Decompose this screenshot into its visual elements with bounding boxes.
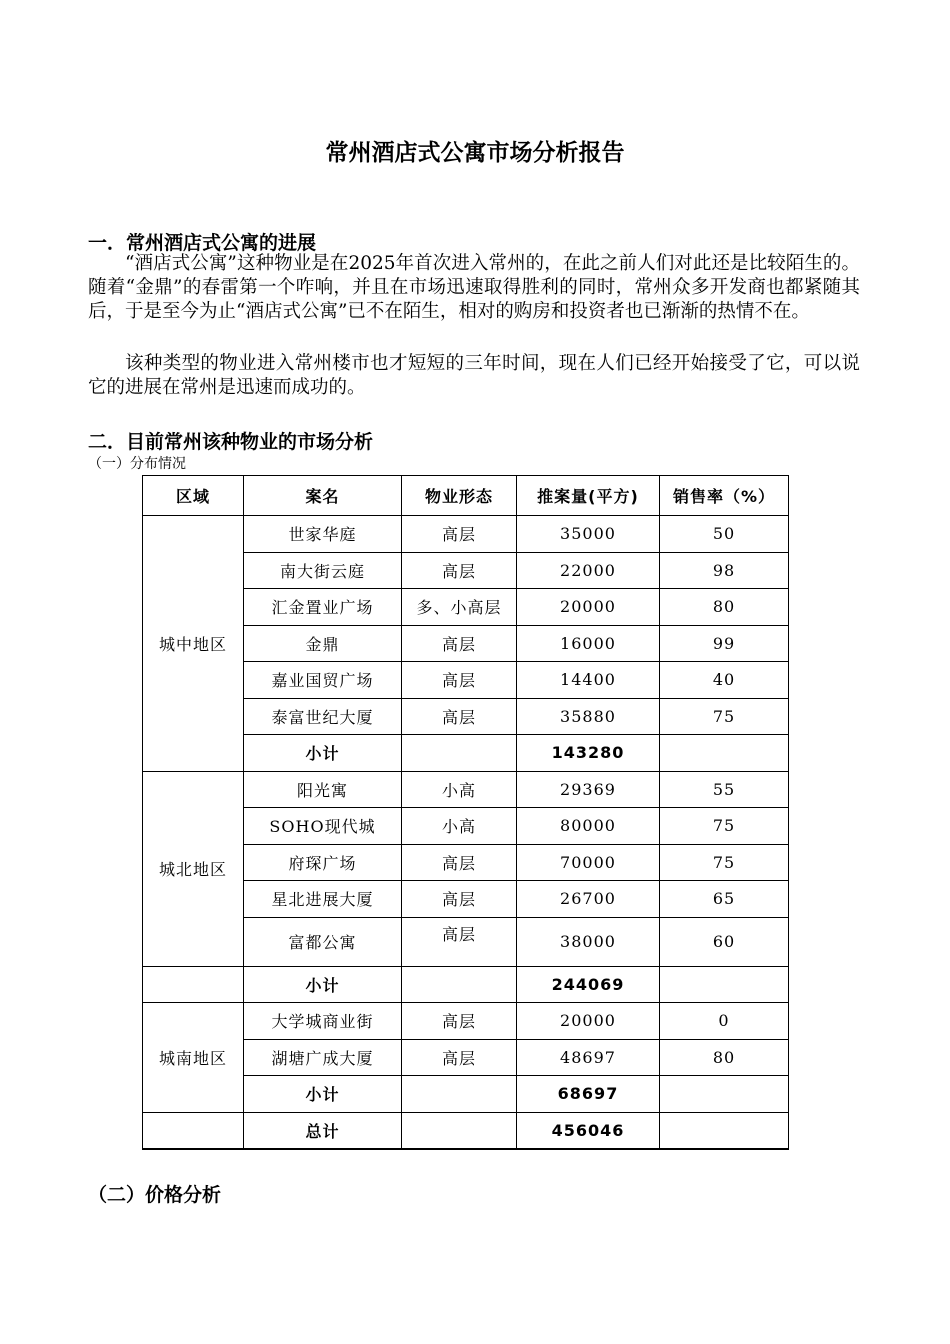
sales-rate: 80 [660, 1039, 789, 1076]
property-type: 高层 [402, 1039, 517, 1076]
property-type: 小高 [402, 808, 517, 845]
header-region: 区域 [143, 476, 244, 516]
property-type: 高层 [402, 1003, 517, 1040]
property-type: 高层 [402, 917, 517, 966]
project-name: 大学城商业街 [244, 1003, 402, 1040]
section-1-paragraph-2: 该种类型的物业进入常州楼市也才短短的三年时间，现在人们已经开始接受了它，可以说它的进展在常州是迅速而成功的。 [88, 353, 860, 398]
property-type: 高层 [402, 516, 517, 553]
volume: 48697 [517, 1039, 660, 1076]
project-name: 府琛广场 [244, 844, 402, 881]
project-name: 湖塘广成大厦 [244, 1039, 402, 1076]
section-2-heading: 二．目前常州该种物业的市场分析 [88, 431, 374, 453]
property-type: 小高 [402, 771, 517, 808]
property-type: 高层 [402, 662, 517, 699]
table-row [143, 516, 789, 553]
volume: 16000 [517, 625, 660, 662]
empty-cell [143, 1112, 244, 1149]
distribution-table [142, 475, 789, 1150]
volume: 20000 [517, 589, 660, 626]
property-type: 高层 [402, 698, 517, 735]
subtotal-value: 68697 [517, 1076, 660, 1113]
total-row [143, 1112, 789, 1149]
empty-cell [402, 1112, 517, 1149]
volume: 35880 [517, 698, 660, 735]
subtotal-row [143, 966, 789, 1003]
table-header-row [143, 476, 789, 516]
subtotal-label: 小计 [244, 1076, 402, 1113]
sales-rate: 80 [660, 589, 789, 626]
subtotal-value: 143280 [517, 735, 660, 772]
document-title: 常州酒店式公寓市场分析报告 [325, 140, 625, 166]
empty-cell [660, 735, 789, 772]
project-name: SOHO现代城 [244, 808, 402, 845]
header-volume: 推案量(平方) [517, 476, 660, 516]
project-name: 汇金置业广场 [244, 589, 402, 626]
project-name: 富都公寓 [244, 917, 402, 966]
volume: 20000 [517, 1003, 660, 1040]
property-type: 高层 [402, 552, 517, 589]
subsection-price-heading: （二）价格分析 [88, 1184, 222, 1206]
sales-rate: 75 [660, 808, 789, 845]
header-project: 案名 [244, 476, 402, 516]
empty-cell [660, 1076, 789, 1113]
sales-rate: 55 [660, 771, 789, 808]
project-name: 星北进展大厦 [244, 881, 402, 918]
sales-rate: 65 [660, 881, 789, 918]
sales-rate: 99 [660, 625, 789, 662]
sales-rate: 40 [660, 662, 789, 699]
sales-rate: 75 [660, 844, 789, 881]
project-name: 阳光寓 [244, 771, 402, 808]
property-type: 高层 [402, 844, 517, 881]
empty-cell [402, 1076, 517, 1113]
volume: 26700 [517, 881, 660, 918]
property-type: 多、小高层 [402, 589, 517, 626]
volume: 35000 [517, 516, 660, 553]
subtotal-label: 小计 [244, 966, 402, 1003]
table-row [143, 1003, 789, 1040]
volume: 22000 [517, 552, 660, 589]
project-name: 金鼎 [244, 625, 402, 662]
sales-rate: 98 [660, 552, 789, 589]
subtotal-label: 小计 [244, 735, 402, 772]
property-type: 高层 [402, 625, 517, 662]
volume: 38000 [517, 917, 660, 966]
empty-cell [660, 966, 789, 1003]
region-cell: 城中地区 [143, 516, 244, 772]
header-property-type: 物业形态 [402, 476, 517, 516]
empty-cell [402, 735, 517, 772]
total-value: 456046 [517, 1112, 660, 1149]
sales-rate: 75 [660, 698, 789, 735]
header-sales-rate: 销售率（%） [660, 476, 789, 516]
region-cell: 城北地区 [143, 771, 244, 966]
sales-rate: 60 [660, 917, 789, 966]
table-row [143, 771, 789, 808]
sales-rate: 50 [660, 516, 789, 553]
section-1-heading: 一．常州酒店式公寓的进展 [88, 232, 317, 254]
property-type: 高层 [402, 881, 517, 918]
sales-rate: 0 [660, 1003, 789, 1040]
empty-cell [143, 966, 244, 1003]
project-name: 南大街云庭 [244, 552, 402, 589]
empty-cell [402, 966, 517, 1003]
subsection-distribution-label: （一）分布情况 [88, 456, 186, 472]
volume: 29369 [517, 771, 660, 808]
project-name: 泰富世纪大厦 [244, 698, 402, 735]
subtotal-value: 244069 [517, 966, 660, 1003]
section-1-paragraph-1: “酒店式公寓”这种物业是在2025年首次进入常州的，在此之前人们对此还是比较陌生的。随着“金鼎”的春雷第一个咋响，并且在市场迅速取得胜利的同时，常州众多开发商也都紧随其后，于是至今为止“酒店式公寓”已不在陌生，相对的购房和投资者也已渐渐的热情不在。 [88, 253, 860, 322]
total-label: 总计 [244, 1112, 402, 1149]
volume: 80000 [517, 808, 660, 845]
project-name: 嘉业国贸广场 [244, 662, 402, 699]
volume: 14400 [517, 662, 660, 699]
region-cell: 城南地区 [143, 1003, 244, 1113]
project-name: 世家华庭 [244, 516, 402, 553]
volume: 70000 [517, 844, 660, 881]
empty-cell [660, 1112, 789, 1149]
